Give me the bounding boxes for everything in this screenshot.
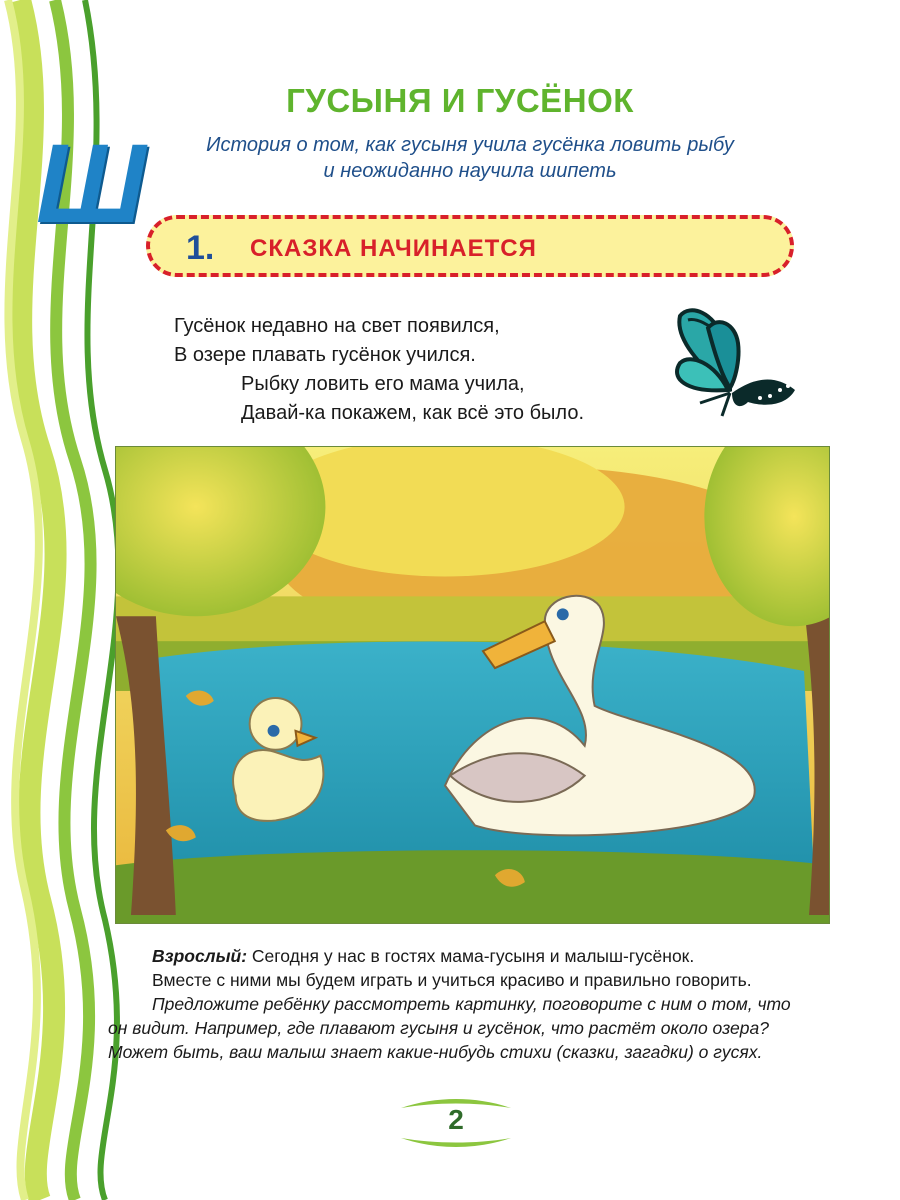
instruction-line: Предложите ребёнку рассмотреть картинку, поговорите с ним о том, что bbox=[152, 994, 791, 1014]
subtitle-line: и неожиданно научила шипеть bbox=[323, 160, 617, 182]
instruction-line: Вместе с ними мы будем играть и учиться красиво и правильно говорить. bbox=[152, 970, 752, 990]
instruction-line bbox=[108, 944, 838, 968]
page-subtitle bbox=[160, 132, 780, 184]
drop-cap-letter: Ш bbox=[36, 121, 146, 246]
adult-label: Взрослый: bbox=[152, 946, 248, 966]
poem-line: Рыбку ловить его мама учила, bbox=[241, 373, 525, 395]
poem-line: Гусёнок недавно на свет появился, bbox=[174, 315, 500, 337]
poem-line: Давай-ка покажем, как всё это было. bbox=[241, 402, 585, 424]
instruction-text bbox=[108, 944, 838, 1064]
butterfly-icon bbox=[660, 298, 805, 428]
poem-line: В озере плавать гусёнок учился. bbox=[174, 344, 476, 366]
section-banner bbox=[146, 215, 794, 277]
section-title: СКАЗКА НАЧИНАЕТСЯ bbox=[250, 235, 537, 262]
poem bbox=[174, 312, 654, 428]
page-number-badge bbox=[396, 1094, 516, 1150]
subtitle-line: История о том, как гусыня учила гусёнка ловить рыбу bbox=[206, 134, 734, 156]
section-number: 1. bbox=[186, 229, 215, 267]
instruction-line: он видит. Например, где плавают гусыня и гусёнок, что растёт около озера? bbox=[108, 1018, 769, 1038]
page-number: 2 bbox=[448, 1104, 464, 1135]
instruction-line-text: Сегодня у нас в гостях мама-гусыня и малыш-гусёнок. bbox=[247, 946, 695, 966]
goose-and-gosling-on-lake-illustration bbox=[115, 446, 830, 924]
page-title: ГУСЫНЯ И ГУСЁНОК bbox=[286, 82, 634, 119]
instruction-line: Может быть, ваш малыш знает какие-нибудь стихи (сказки, загадки) о гусях. bbox=[108, 1042, 763, 1062]
